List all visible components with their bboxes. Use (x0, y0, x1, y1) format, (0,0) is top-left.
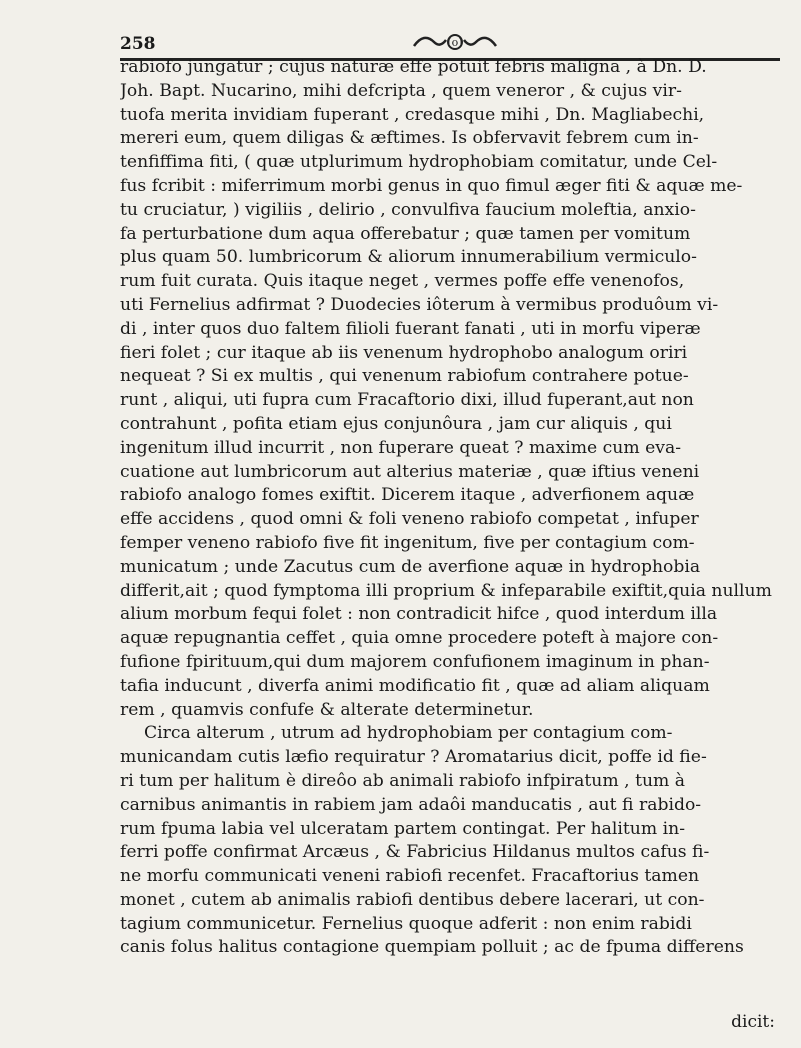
text-line: effe accidens , quod omni & foli veneno rabiofo competat , infuper (120, 509, 699, 530)
text-line: monet , cutem ab animalis rabiofi dentibus debere lacerari, ut con- (120, 889, 705, 910)
text-line: rum fpuma labia vel ulceratam partem contingat. Per halitum in- (120, 818, 685, 839)
body-text (120, 56, 785, 960)
text-line: tenfiffima fiti, ( quæ utplurimum hydrophobiam comitatur, unde Cel- (120, 152, 718, 173)
text-line: ne morfu communicati veneni rabiofi recenfet. Fracaftorius tamen (120, 866, 700, 887)
text-line: fa perturbatione dum aqua offerebatur ; quæ tamen per vomitum (120, 223, 691, 244)
text-line: Circa alterum , utrum ad hydrophobiam per contagium com- (144, 723, 673, 744)
text-line: municandam cutis læfio requiratur ? Aromatarius dicit, poffe id fie- (120, 747, 707, 768)
text-line: municatum ; unde Zacutus cum de averfione aquæ in hydrophobia (120, 556, 701, 577)
text-line: tafia inducunt , diverfa animi modificatio fit , quæ ad aliam aliquam (120, 675, 710, 696)
text-line: tu cruciatur, ) vigiliis , delirio , convulfiva faucium moleftia, anxio- (120, 199, 696, 220)
text-line: tagium communicetur. Fernelius quoque adferit : non enim rabidi (120, 913, 692, 934)
text-line: fufione fpirituum,qui dum majorem confufionem imaginum in phan- (120, 651, 710, 672)
text-line: fieri folet ; cur itaque ab iis venenum hydrophobo analogum oriri (120, 342, 688, 363)
text-line: ri tum per halitum è direôo ab animali rabiofo infpiratum , tum à (120, 770, 686, 791)
text-line: runt , aliqui, uti fupra cum Fracaftorio dixi, illud fuperant,aut non (120, 390, 694, 411)
text-line: nequeat ? Si ex multis , qui venenum rabiofum contrahere potue- (120, 366, 689, 387)
text-line: ingenitum illud incurrit , non fuperare queat ? maxime cum eva- (120, 437, 682, 458)
text-line: femper veneno rabiofo five fit ingenitum, five per contagium com- (120, 532, 695, 553)
page-number: 258 (120, 34, 156, 54)
text-line: tuofa merita invidiam fuperant , credasque mihi , Dn. Magliabechi, (120, 104, 705, 125)
printer-ornament-icon (410, 28, 500, 58)
text-line: rem , quamvis confufe & alterate determinetur. (120, 699, 534, 720)
text-line: carnibus animantis in rabiem jam adaôi manducatis , aut fi rabido- (120, 794, 702, 815)
text-line: differit,ait ; quod fymptoma illi proprium & infeparabile exiftit,quia nullum (120, 580, 772, 601)
text-line: aquæ repugnantia ceffet , quia omne procedere poteft à majore con- (120, 628, 719, 649)
text-line: contrahunt , pofita etiam ejus conjunôura , jam cur aliquis , qui (120, 413, 672, 434)
text-line: ferri poffe confirmat Arcæus , & Fabricius Hildanus multos cafus fi- (120, 842, 710, 863)
text-line: fus fcribit : miferrimum morbi genus in quo fimul æger fiti & aquæ me- (120, 175, 743, 196)
text-line: Joh. Bapt. Nucarino, mihi defcripta , quem veneror , & cujus vir- (120, 80, 682, 101)
text-line: cuatione aut lumbricorum aut alterius materiæ , quæ iftius veneni (120, 461, 700, 482)
text-line: alium morbum fequi folet : non contradicit hifce , quod interdum illa (120, 604, 718, 625)
ornament-label: (o) (447, 36, 463, 49)
text-line: rabiofo analogo fomes exiftit. Dicerem itaque , adverfionem aquæ (120, 485, 695, 506)
text-line: canis folus halitus contagione quempiam polluit ; ac de fpuma differens (120, 937, 744, 958)
text-line: rum fuit curata. Quis itaque neget , vermes poffe effe venenofos, (120, 271, 685, 292)
text-line: uti Fernelius adfirmat ? Duodecies iôterum à vermibus produôum vi- (120, 294, 719, 315)
text-line: mereri eum, quem diligas & æftimes. Is obfervavit febrem cum in- (120, 128, 699, 149)
text-line: di , inter quos duo faltem filioli fuerant fanati , uti in morfu viperæ (120, 318, 701, 339)
text-line: rabiofo jungatur ; cujus naturæ effe potuit febris maligna , à Dn. D. (120, 57, 707, 77)
catchword: dicit: (731, 1012, 775, 1032)
text-line: plus quam 50. lumbricorum & aliorum innumerabilium vermiculo- (120, 247, 697, 268)
